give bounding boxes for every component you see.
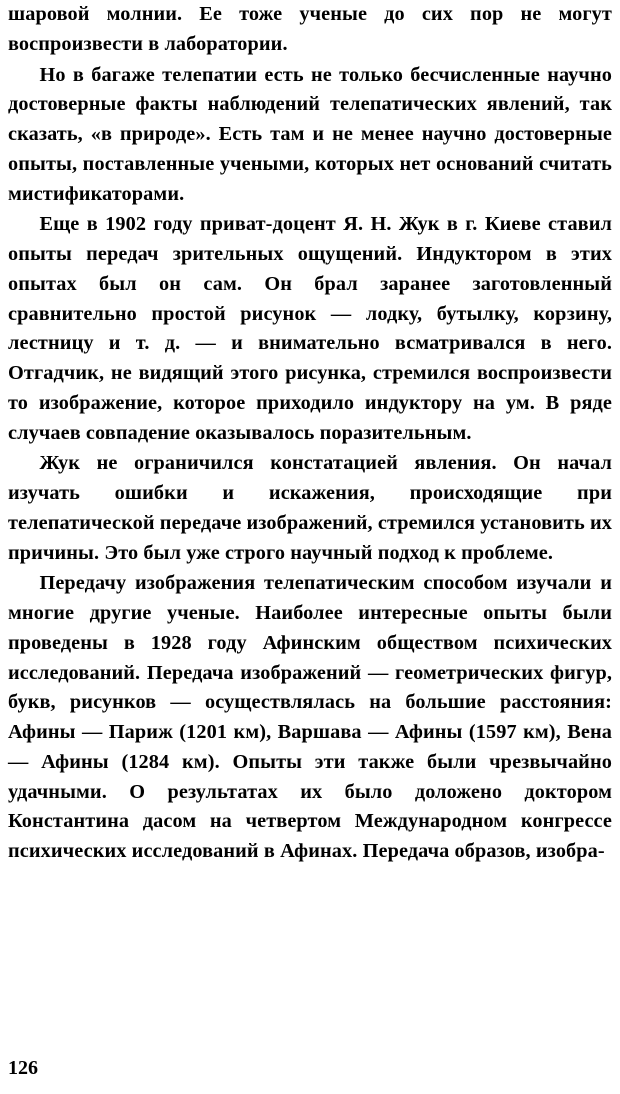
page-number: 126 <box>8 1057 38 1079</box>
paragraph: Передачу изображения телепатическим способом изучали и многие другие ученые. Наиболее интересные опыты были проведены в 1928 году Афинским обществом психических исследований. Передача изображений — геометрических фигур, букв, рисунков — осуществлялась на большие расстояния: Афины — Париж (1201 км), Варшава — Афины (1597 км), Вена — Афины (1284 км). Опыты эти также были чрезвычайно удачными. О результатах их было доложено доктором Константина дасом на четвертом Международном конгрессе психических исследований в Афинах. Передача образов, изобра- <box>8 572 612 862</box>
page-text-body <box>8 0 612 868</box>
paragraph: Еще в 1902 году приват-доцент Я. Н. Жук в г. Киеве ставил опыты передач зрительных ощущений. Индуктором в этих опытах был он сам. Он брал заранее заготовленный сравнительно простой рисунок — лодку, бутылку, корзину, лестницу и т. д. — и внимательно всматривался в него. Отгадчик, не видящий этого рисунка, стремился воспроизвести то изображение, которое приходило индуктору на ум. В ряде случаев совпадение оказывалось поразительным. <box>8 213 612 444</box>
paragraph: шаровой молнии. Ее тоже ученые до сих пор не могут воспроизвести в лаборатории. <box>8 3 612 55</box>
paragraph: Но в багаже телепатии есть не только бесчисленные научно достоверные факты наблюдений телепатических явлений, так сказать, «в природе». Есть там и не менее научно достоверные опыты, поставленные учеными, которых нет оснований считать мистификаторами. <box>8 63 612 205</box>
paragraph: Жук не ограничился констатацией явления. Он начал изучать ошибки и искажения, происходящие при телепатической передаче изображений, стремился установить их причины. Это был уже строго научный подход к проблеме. <box>8 452 612 564</box>
